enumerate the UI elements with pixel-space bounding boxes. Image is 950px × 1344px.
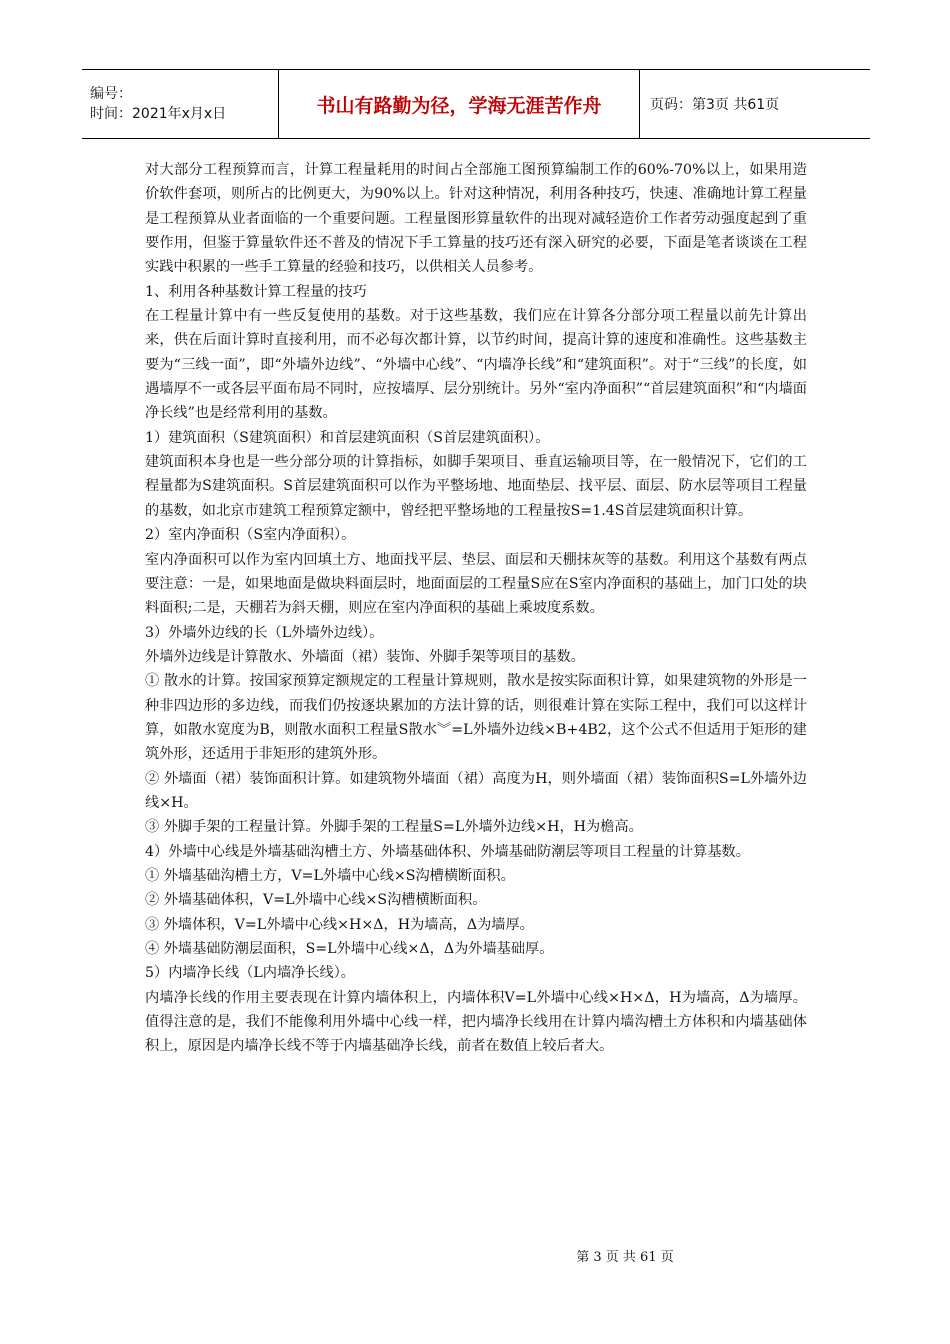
subheading: 1）建筑面积（S建筑面积）和首层建筑面积（S首层建筑面积）。 — [145, 429, 550, 446]
page-header — [82, 69, 870, 139]
motto: 书山有路勤为径，学海无涯苦作舟 — [279, 70, 640, 138]
list-item: ③ 外墙体积，V=L外墙中心线×H×Δ，H为墙高，Δ为墙厚。 — [145, 916, 534, 933]
page-footer: 第 3 页 共 61 页 — [576, 1250, 674, 1265]
date-label: 时间：2021年x月x日 — [90, 106, 227, 122]
paragraph: 对大部分工程预算而言，计算工程量耗用的时间占全部施工图预算编制工作的60%-70%以上，如果用造价软件套项，则所占的比例更大，为90%以上。针对这种情况，利用各种技巧，快速、准确地计算工程量是工程预算从业者面临的一个重要问题。工程量图形算量软件的出现对减轻造价工作者劳动强度起到了重要作用，但鉴于算量软件还不普及的情况下手工算量的技巧还有深入研究的必要，下面是笔者谈谈在工程实践中积累的一些手工算量的经验和技巧，以供相关人员参考。 — [145, 162, 807, 276]
subheading: 2）室内净面积（S室内净面积）。 — [145, 527, 356, 544]
list-item: ② 外墙面（裙）装饰面积计算。如建筑物外墙面（裙）高度为H，则外墙面（裙）装饰面积S=L外墙外边线×H。 — [145, 770, 807, 811]
paragraph: 在工程量计算中有一些反复使用的基数。对于这些基数，我们应在计算各分部分项工程量以前先计算出来，供在后面计算时直接利用，而不必每次都计算，以节约时间，提高计算的速度和准确性。这些基数主要为“三线一面”，即“外墙外边线”、“外墙中心线”、“内墙净长线”和“建筑面积”。对于“三线”的长度，如遇墙厚不一或各层平面布局不同时，应按墙厚、层分别统计。另外“室内净面积”“首层建筑面积”和“内墙面净长线”也是经常利用的基数。 — [145, 308, 807, 422]
paragraph: 室内净面积可以作为室内回填土方、地面找平层、垫层、面层和天棚抹灰等的基数。利用这个基数有两点要注意：一是，如果地面是做块料面层时，地面面层的工程量S应在S室内净面积的基础上，加门口处的块料面积;二是，天棚若为斜天棚，则应在室内净面积的基础上乘坡度系数。 — [145, 551, 807, 617]
paragraph: 建筑面积本身也是一些分部分项的计算指标，如脚手架项目、垂直运输项目等，在一般情况下，它们的工程量都为S建筑面积。S首层建筑面积可以作为平整场地、地面垫层、找平层、面层、防水层等项目工程量的基数，如北京市建筑工程预算定额中，曾经把平整场地的工程量按S=1.4S首层建筑面积计算。 — [145, 454, 807, 519]
paragraph: 外墙外边线是计算散水、外墙面（裙）装饰、外脚手架等项目的基数。 — [145, 648, 585, 665]
subheading: 3）外墙外边线的长（L外墙外边线）。 — [145, 624, 384, 641]
paragraph: 内墙净长线的作用主要表现在计算内墙体积上，内墙体积V=L外墙中心线×H×Δ，H为墙高，Δ为墙厚。值得注意的是，我们不能像利用外墙中心线一样，把内墙净长线用在计算内墙沟槽土方体积和内墙基础体积上，原因是内墙净长线不等于内墙基础净长线，前者在数值上较后者大。 — [145, 989, 807, 1055]
subheading: 5）内墙净长线（L内墙净长线）。 — [145, 965, 355, 982]
header-left — [82, 70, 279, 138]
list-item: ④ 外墙基础防潮层面积，S=L外墙中心线×Δ，Δ为外墙基础厚。 — [145, 941, 554, 957]
section-heading: 1、利用各种基数计算工程量的技巧 — [145, 283, 367, 300]
code-label: 编号： — [90, 86, 132, 102]
list-item: ① 散水的计算。按国家预算定额规定的工程量计算规则，散水是按实际面积计算，如果建筑物的外形是一种非四边形的多边线，而我们仍按逐块累加的方法计算的话，则很难计算在实际工程中，我们可以这样计算，如散水宽度为B，则散水面积工程量S散水︾=L外墙外边线×B+4B2，这个公式不但适用于矩形的建筑外形，还适用于非矩形的建筑外形。 — [145, 673, 807, 763]
list-item: ① 外墙基础沟槽土方，V=L外墙中心线×S沟槽横断面积。 — [145, 867, 515, 884]
page-label: 页码：第3页 共61页 — [650, 97, 780, 113]
list-item: ③ 外脚手架的工程量计算。外脚手架的工程量S=L外墙外边线×H，H为檐高。 — [145, 819, 643, 836]
list-item: ② 外墙基础体积，V=L外墙中心线×S沟槽横断面积。 — [145, 892, 487, 909]
subheading: 4）外墙中心线是外墙基础沟槽土方、外墙基础体积、外墙基础防潮层等项目工程量的计算基数。 — [145, 843, 750, 860]
document-body — [145, 158, 807, 1059]
